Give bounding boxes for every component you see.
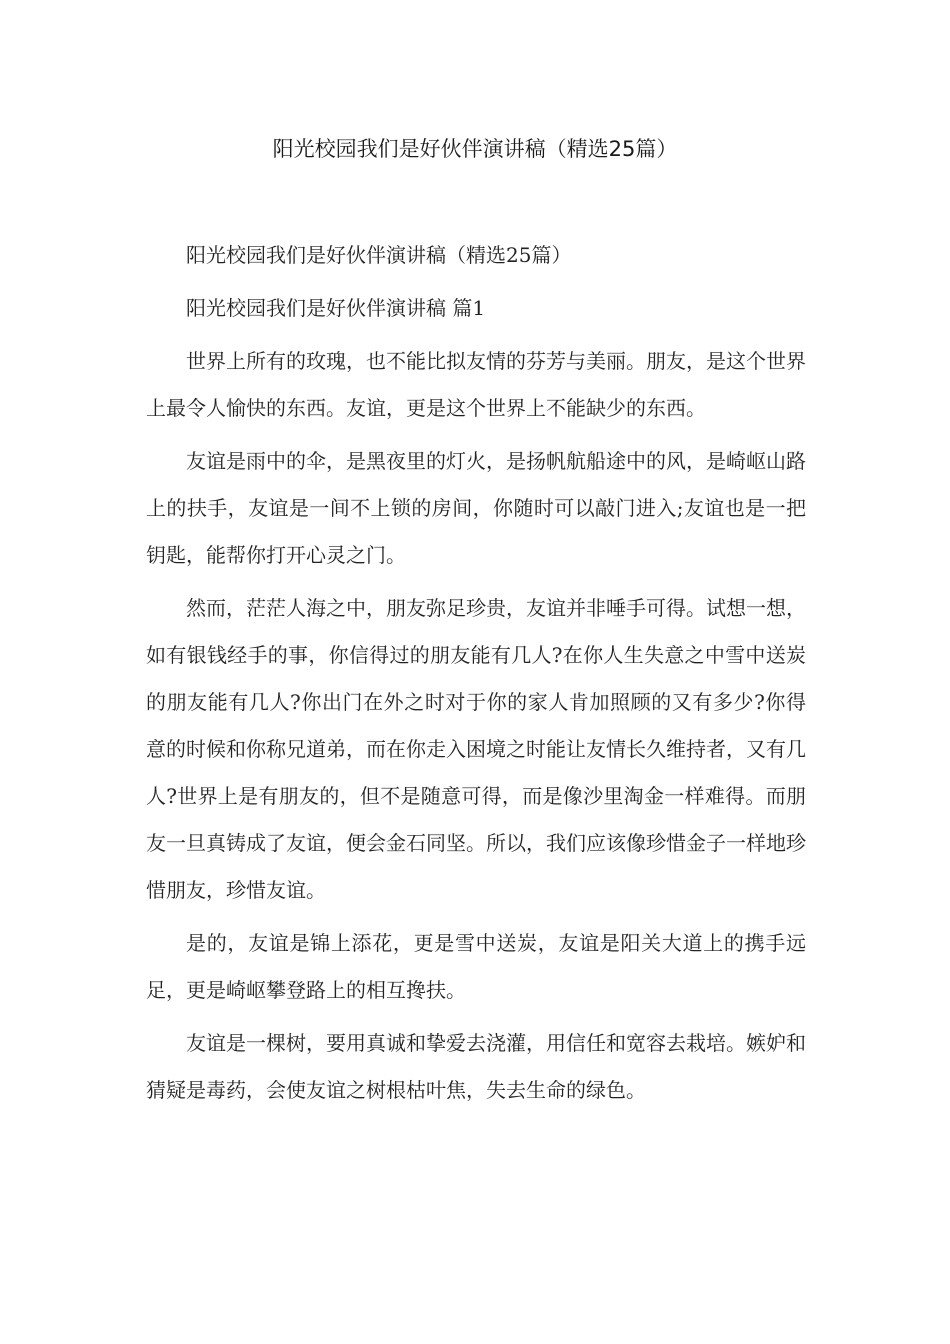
paragraph-subtitle: 阳光校园我们是好伙伴演讲稿（精选25篇） (186, 243, 572, 267)
paragraph: 友谊是雨中的伞，是黑夜里的灯火，是扬帆航船途中的风，是崎岖山路上的扶手，友谊是一间不上锁的房间，你随时可以敲门进入;友谊也是一把钥匙，能帮你打开心灵之门。 (146, 449, 806, 567)
paragraph-section-heading: 阳光校园我们是好伙伴演讲稿 篇1 (186, 296, 486, 320)
paragraph: 是的，友谊是锦上添花，更是雪中送炭，友谊是阳关大道上的携手远足，更是崎岖攀登路上的相互搀扶。 (146, 931, 806, 1002)
paragraph: 然而，茫茫人海之中，朋友弥足珍贵，友谊并非唾手可得。试想一想，如有银钱经手的事，你信得过的朋友能有几人?在你人生失意之中雪中送炭的朋友能有几人?你出门在外之时对于你的家人肯加照顾的又有多少?你得意的时候和你称兄道弟，而在你走入困境之时能让友情长久维持者，又有几人?世界上是有朋友的，但不是随意可得，而是像沙里淘金一样难得。而朋友一旦真铸成了友谊，便会金石同坚。所以，我们应该像珍惜金子一样地珍惜朋友，珍惜友谊。 (146, 596, 806, 902)
document-title: 阳光校园我们是好伙伴演讲稿（精选25篇） (272, 137, 678, 161)
paragraph: 友谊是一棵树，要用真诚和挚爱去浇灌，用信任和宽容去栽培。嫉妒和猜疑是毒药，会使友谊之树根枯叶焦，失去生命的绿色。 (146, 1031, 806, 1102)
document-body (146, 232, 806, 1120)
paragraph: 世界上所有的玫瑰，也不能比拟友情的芬芳与美丽。朋友，是这个世界上最令人愉快的东西。友谊，更是这个世界上不能缺少的东西。 (146, 349, 806, 420)
